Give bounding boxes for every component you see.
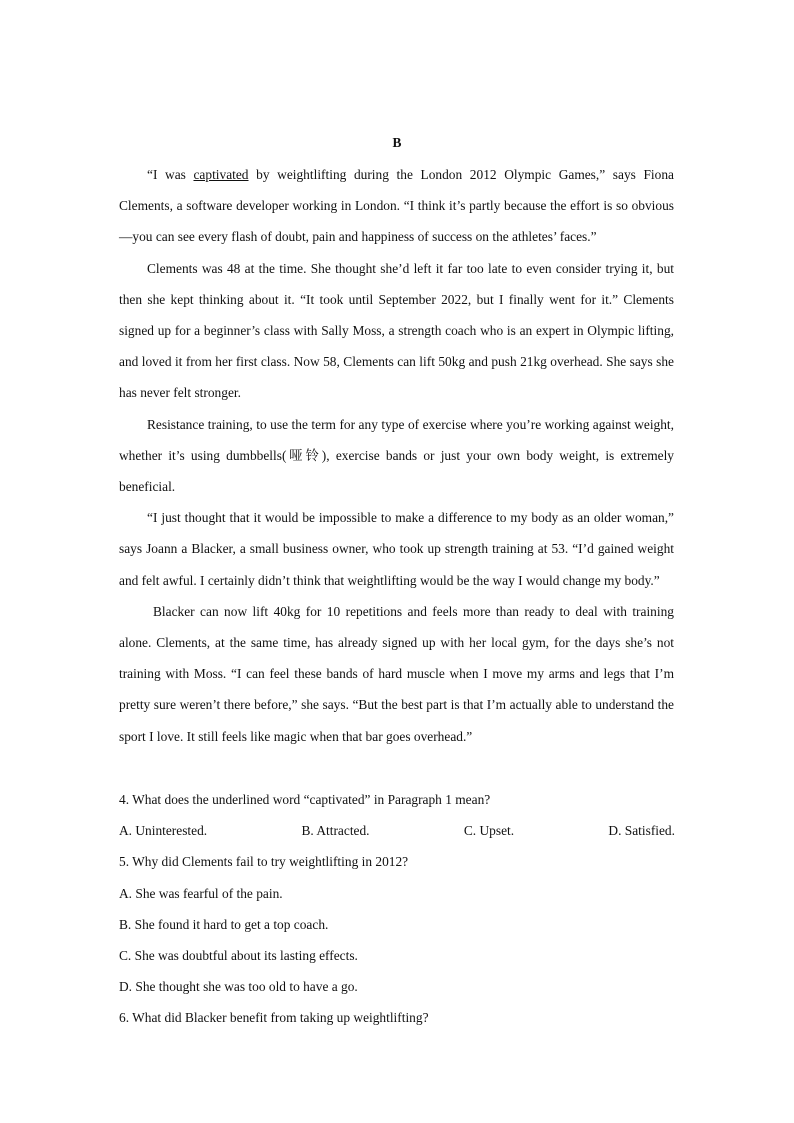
q4-option-b[interactable]: B. Attracted. xyxy=(301,823,370,839)
question-6-stem: 6. What did Blacker benefit from taking up weightlifting? xyxy=(119,1010,429,1026)
question-5-stem: 5. Why did Clements fail to try weightlifting in 2012? xyxy=(119,854,409,870)
question-list xyxy=(119,784,675,1034)
reading-passage xyxy=(119,159,674,752)
paragraph-4: “I just thought that it would be impossible to make a difference to my body as an older woman,” says Joann a Blacker, a small business owner, who took up strength training at 53. “I’d gained weight and felt awful. I certainly didn’t think that weightlifting would be the way I would change my body.” xyxy=(119,510,674,588)
paragraph-3: Resistance training, to use the term for any type of exercise where you’re working against weight, whether it’s using dumbbells(哑铃), exercise bands or just your own body weight, is extremely beneficial. xyxy=(119,416,674,495)
paragraph-1-lead: “I was xyxy=(147,167,194,182)
q5-option-b[interactable]: B. She found it hard to get a top coach. xyxy=(119,916,329,932)
question-4-stem: 4. What does the underlined word “captivated” in Paragraph 1 mean? xyxy=(119,792,491,807)
question-4-options xyxy=(119,815,675,846)
q4-option-d[interactable]: D. Satisfied. xyxy=(608,823,675,839)
q4-option-c[interactable]: C. Upset. xyxy=(463,823,515,839)
q5-option-c[interactable]: C. She was doubtful about its lasting effects. xyxy=(119,948,358,964)
paragraph-1 xyxy=(119,159,674,253)
paragraph-2: Clements was 48 at the time. She thought she’d left it far too late to even consider trying it, but then she kept thinking about it. “It took until September 2022, but I finally went for it.” Clements signed up for a beginner’s class with Sally Moss, a strength coach who is an expert in Olympic lifting, and loved it from her first class. Now 58, Clements can lift 50kg and push 21kg overhead. She says she has never felt stronger. xyxy=(119,260,674,401)
paragraph-5: Blacker can now lift 40kg for 10 repetitions and feels more than ready to deal with training alone. Clements, at the same time, has already signed up with her local gym, for the days she’s not training with Moss. “I can feel these bands of hard muscle when I move my arms and legs that I’m pretty sure weren’t there before,” she says. “But the best part is that I’m actually able to understand the sport I love. It still feels like magic when that bar goes overhead.” xyxy=(119,603,674,744)
q5-option-d[interactable]: D. She thought she was too old to have a go. xyxy=(119,979,358,995)
paragraph-1-rest: by weightlifting during the London 2012 Olympic Games,” says Fiona Clements, a software developer working in London. “I think it’s partly because the effort is so obvious—you can see every flash of doubt, pain and happiness of success on the athletes’ faces.” xyxy=(119,167,674,245)
q5-option-a[interactable]: A. She was fearful of the pain. xyxy=(119,885,283,901)
section-label: B xyxy=(392,135,402,150)
q4-option-a[interactable]: A. Uninterested. xyxy=(119,823,208,839)
underlined-word: captivated xyxy=(193,167,249,182)
